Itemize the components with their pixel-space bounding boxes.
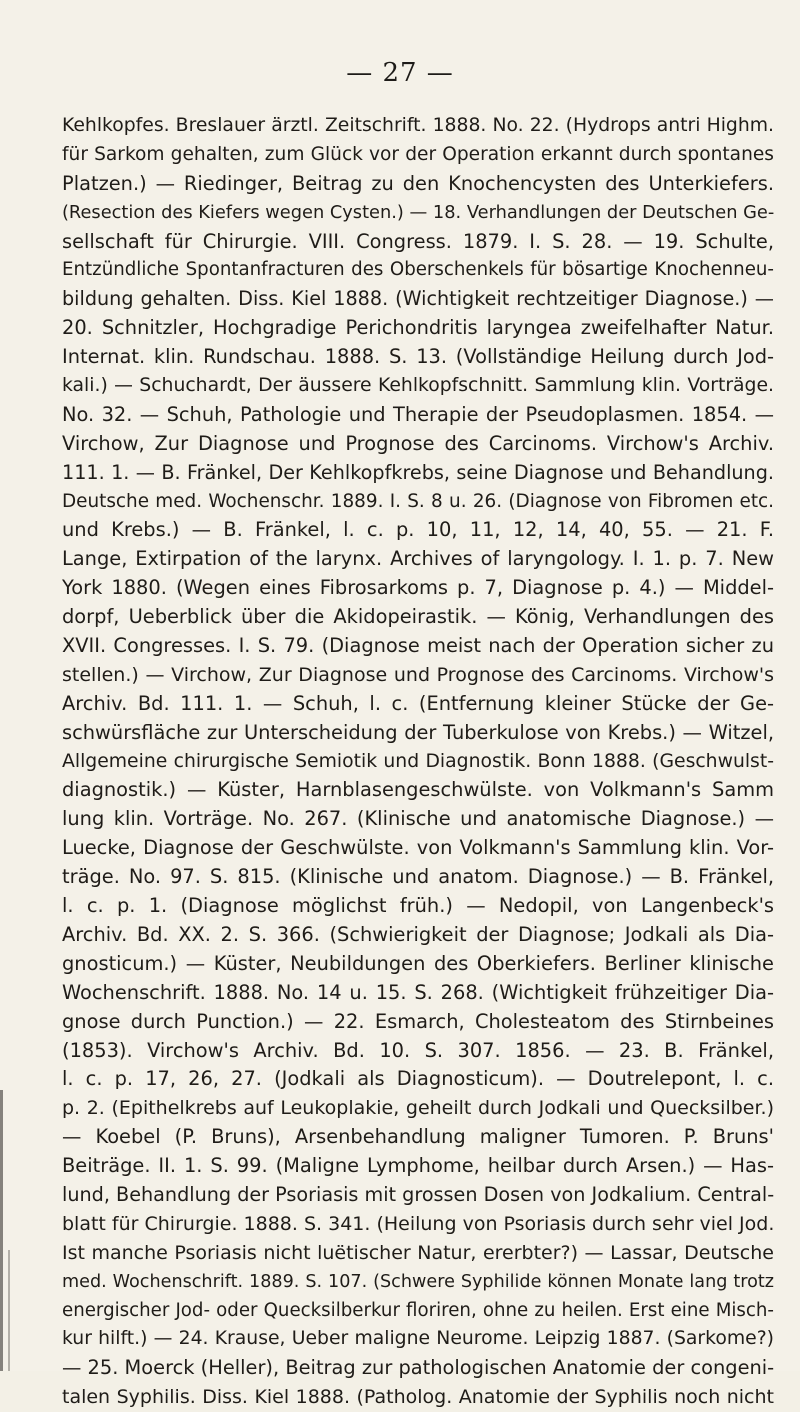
text-line: kur hilft.) — 24. Krause, Ueber maligne Neurome. Leipzig 1887. (Sarkome?) <box>62 1328 774 1350</box>
text-line: Entzündliche Spontanfracturen des Oberschenkels für bösartige Knochenneu- <box>62 259 774 281</box>
text-line: (1853). Virchow's Archiv. Bd. 10. S. 307. 1856. — 23. B. Fränkel, <box>62 1038 774 1062</box>
text-line: Archiv. Bd. 111. 1. — Schuh, l. c. (Entfernung kleiner Stücke der Ge- <box>62 691 774 715</box>
text-line: Virchow, Zur Diagnose und Prognose des Carcinoms. Virchow's Archiv. <box>62 431 774 455</box>
text-line: gnose durch Punction.) — 22. Esmarch, Cholesteatom des Stirnbeines <box>62 1009 774 1033</box>
text-line: diagnostik.) — Küster, Harnblasengeschwülste. von Volkmann's Samm <box>62 778 774 802</box>
text-line: 20. Schnitzler, Hochgradige Perichondritis laryngea zweifelhafter Natur. <box>62 316 774 340</box>
text-line: träge. No. 97. S. 815. (Klinische und anatom. Diagnose.) — B. Fränkel, <box>62 865 774 889</box>
text-line: lund, Behandlung der Psoriasis mit grossen Dosen von Jodkalium. Central- <box>62 1182 774 1206</box>
text-line: No. 32. — Schuh, Pathologie und Therapie der Pseudoplasmen. 1854. — <box>62 402 774 426</box>
text-line: sellschaft für Chirurgie. VIII. Congress. 1879. I. S. 28. — 19. Schulte, <box>62 229 774 253</box>
text-line: Archiv. Bd. XX. 2. S. 366. (Schwierigkeit der Diagnose; Jodkali als Dia- <box>62 922 774 946</box>
text-line: Platzen.) — Riedinger, Beitrag zu den Knochencysten des Unterkiefers. <box>62 171 774 195</box>
text-line: und Krebs.) — B. Fränkel, l. c. p. 10, 11, 12, 14, 40, 55. — 21. F. <box>62 518 774 542</box>
page-number: — 27 — <box>346 58 454 88</box>
text-line: blatt für Chirurgie. 1888. S. 341. (Heilung von Psoriasis durch sehr viel Jod. <box>62 1212 774 1235</box>
text-line: Allgemeine chirurgische Semiotik und Diagnostik. Bonn 1888. (Geschwulst- <box>62 750 774 772</box>
text-line: Ist manche Psoriasis nicht luëtischer Natur, ererbter?) — Lassar, Deutsche <box>62 1241 774 1264</box>
text-line: — Koebel (P. Bruns), Arsenbehandlung maligner Tumoren. P. Bruns' <box>62 1125 774 1149</box>
text-line: stellen.) — Virchow, Zur Diagnose und Prognose des Carcinoms. Virchow's <box>62 663 774 686</box>
text-line: talen Syphilis. Diss. Kiel 1888. (Patholog. Anatomie der Syphilis noch nicht <box>62 1386 774 1409</box>
text-line: Luecke, Diagnose der Geschwülste. von Volkmann's Sammlung klin. Vor- <box>62 836 774 860</box>
text-line: schwürsfläche zur Unterscheidung der Tuberkulose von Krebs.) — Witzel, <box>62 720 774 744</box>
text-line: gnosticum.) — Küster, Neubildungen des Oberkiefers. Berliner klinische <box>62 951 774 975</box>
text-line: für Sarkom gehalten, zum Glück vor der Operation erkannt durch spontanes <box>62 143 774 165</box>
text-line: XVII. Congresses. I. S. 79. (Diagnose meist nach der Operation sicher zu <box>62 634 774 658</box>
text-line: Beiträge. II. 1. S. 99. (Maligne Lymphome, heilbar durch Arsen.) — Has- <box>62 1154 774 1178</box>
text-line: med. Wochenschrift. 1889. S. 107. (Schwere Syphilide können Monate lang trotz <box>62 1271 774 1292</box>
text-line: p. 2. (Epithelkrebs auf Leukoplakie, geheilt durch Jodkali und Quecksilber.) <box>62 1097 774 1120</box>
text-line: energischer Jod- oder Quecksilberkur floriren, ohne zu heilen. Erst eine Misch- <box>62 1299 774 1321</box>
body-text <box>62 112 774 1412</box>
text-line: Deutsche med. Wochenschr. 1889. I. S. 8 u. 26. (Diagnose von Fibromen etc. <box>62 490 774 512</box>
text-line: kali.) — Schuchardt, Der äussere Kehlkopfschnitt. Sammlung klin. Vorträge. <box>62 375 774 397</box>
text-line: 111. 1. — B. Fränkel, Der Kehlkopfkrebs, seine Diagnose und Behandlung. <box>62 460 774 484</box>
text-line: lung klin. Vorträge. No. 267. (Klinische und anatomische Diagnose.) — <box>62 807 774 831</box>
text-line: l. c. p. 17, 26, 27. (Jodkali als Diagnosticum). — Doutrelepont, l. c. <box>62 1067 774 1091</box>
text-line: — 25. Moerck (Heller), Beitrag zur pathologischen Anatomie der congeni- <box>62 1356 774 1380</box>
text-line: Lange, Extirpation of the larynx. Archives of laryngology. I. 1. p. 7. New <box>62 547 774 571</box>
text-line: Internat. klin. Rundschau. 1888. S. 13. (Vollständige Heilung durch Jod- <box>62 345 774 369</box>
text-line: l. c. p. 1. (Diagnose möglichst früh.) — Nedopil, von Langenbeck's <box>62 894 774 918</box>
text-line: (Resection des Kiefers wegen Cysten.) — 18. Verhandlungen der Deutschen Ge- <box>62 201 774 223</box>
page-edge-shadow <box>8 1250 10 1371</box>
text-line: York 1880. (Wegen eines Fibrosarkoms p. 7, Diagnose p. 4.) — Middel- <box>62 576 774 600</box>
page-edge-shadow <box>0 1090 3 1371</box>
text-line: bildung gehalten. Diss. Kiel 1888. (Wichtigkeit rechtzeitiger Diagnose.) — <box>62 287 774 311</box>
text-line: Kehlkopfes. Breslauer ärztl. Zeitschrift. 1888. No. 22. (Hydrops antri Highm. <box>62 115 774 136</box>
text-line: dorpf, Ueberblick über die Akidopeirastik. — König, Verhandlungen des <box>62 605 774 629</box>
text-line: Wochenschrift. 1888. No. 14 u. 15. S. 268. (Wichtigkeit frühzeitiger Dia- <box>62 980 774 1004</box>
